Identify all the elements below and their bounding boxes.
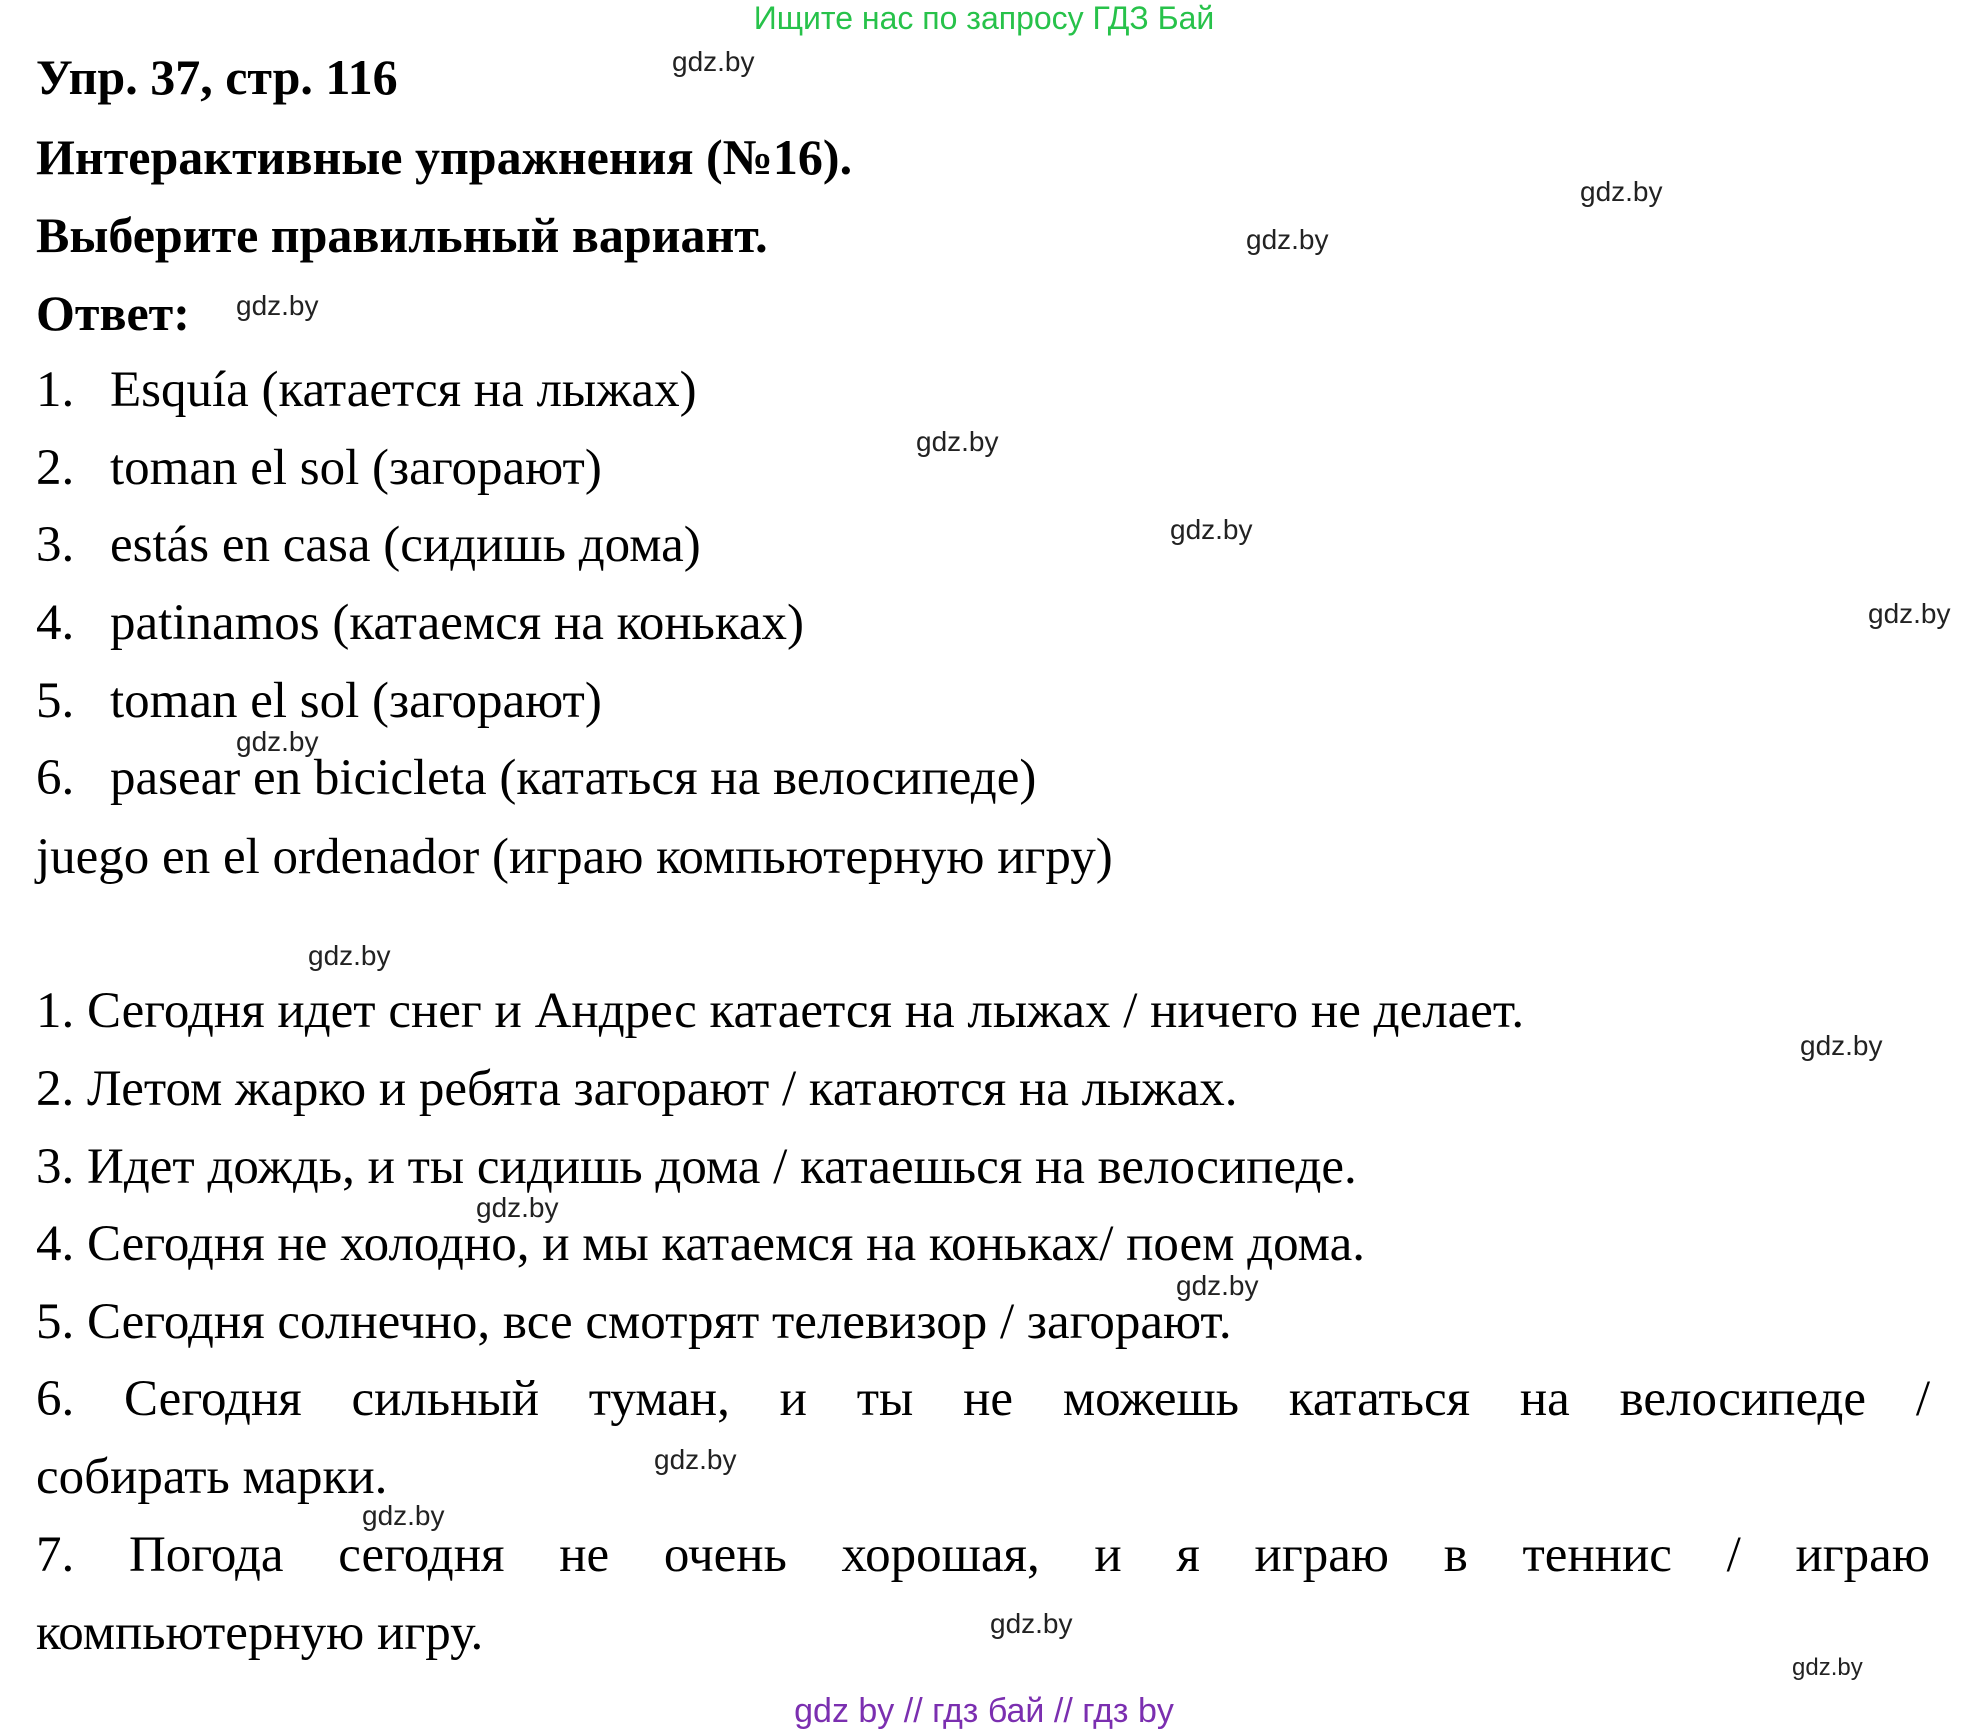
word: в <box>1443 1527 1468 1583</box>
answer-number: 6. <box>36 750 75 806</box>
word: и <box>1094 1527 1122 1583</box>
exercise-subtitle: Интерактивные упражнения (№16). <box>36 129 853 185</box>
extra-answer: juego en el ordenador (играю компьютерную игру) <box>36 829 1113 885</box>
word: / <box>1915 1371 1930 1427</box>
word: на <box>1519 1371 1570 1427</box>
footer-watermark: gdz by // гдз бай // гдз by <box>794 1692 1174 1730</box>
answer-number: 4. <box>36 595 75 651</box>
answer-text: toman el sol (загорают) <box>110 440 602 496</box>
word: не <box>559 1527 610 1583</box>
watermark: gdz.by <box>1800 1030 1883 1061</box>
word: сегодня <box>338 1527 505 1583</box>
watermark: gdz.by <box>1792 1654 1863 1681</box>
watermark: gdz.by <box>1176 1270 1259 1301</box>
word: ты <box>856 1371 914 1427</box>
word: сильный <box>351 1371 539 1427</box>
task-instruction: Выберите правильный вариант. <box>36 207 768 263</box>
exercise-title: Упр. 37, стр. 116 <box>36 49 398 105</box>
sentence-3: 3. Идет дождь, и ты сидишь дома / катаешься на велосипеде. <box>36 1139 1357 1195</box>
sentence-7 <box>36 1527 1930 1661</box>
sentence-4: 4. Сегодня не холодно, и мы катаемся на коньках/ поем дома. <box>36 1216 1365 1272</box>
word: играю <box>1795 1527 1930 1583</box>
word: теннис <box>1522 1527 1672 1583</box>
answer-number: 5. <box>36 673 75 729</box>
word: Сегодня <box>124 1371 302 1427</box>
answer-number: 1. <box>36 362 75 418</box>
watermark: gdz.by <box>990 1608 1073 1639</box>
word: очень <box>663 1527 787 1583</box>
word: велосипеде <box>1619 1371 1867 1427</box>
sentence-7-line-1 <box>36 1527 1930 1583</box>
answer-item <box>36 595 805 651</box>
word: / <box>1726 1527 1741 1583</box>
search-banner: Ищите нас по запросу ГДЗ Бай <box>753 0 1215 36</box>
watermark: gdz.by <box>672 46 755 77</box>
word: и <box>779 1371 807 1427</box>
answer-item <box>36 440 602 496</box>
watermark: gdz.by <box>236 726 319 757</box>
word: кататься <box>1288 1371 1471 1427</box>
sentence-7-line-2: компьютерную игру. <box>36 1605 484 1661</box>
answer-item <box>36 517 701 573</box>
answer-item <box>36 362 697 418</box>
word: хорошая, <box>841 1527 1040 1583</box>
watermark: gdz.by <box>654 1444 737 1475</box>
watermark: gdz.by <box>362 1500 445 1531</box>
sentence-1: 1. Сегодня идет снег и Андрес катается на лыжах / ничего не делает. <box>36 983 1525 1039</box>
watermark: gdz.by <box>1170 514 1253 545</box>
sentence-6-line-1 <box>36 1371 1930 1427</box>
word: 7. <box>36 1527 75 1583</box>
answer-label: Ответ: <box>36 285 190 341</box>
answer-text: Esquía (катается на лыжах) <box>110 362 697 418</box>
answer-item <box>36 673 602 729</box>
answer-item <box>36 750 1037 806</box>
sentence-2: 2. Летом жарко и ребята загорают / катаются на лыжах. <box>36 1061 1238 1117</box>
sentence-5: 5. Сегодня солнечно, все смотрят телевизор / загорают. <box>36 1294 1232 1350</box>
watermark: gdz.by <box>308 940 391 971</box>
word: 6. <box>36 1371 75 1427</box>
watermark: gdz.by <box>1580 176 1663 207</box>
answer-number: 2. <box>36 440 75 496</box>
watermark: gdz.by <box>236 290 319 321</box>
answer-text: toman el sol (загорают) <box>110 673 602 729</box>
answer-text: estás en casa (сидишь дома) <box>110 517 701 573</box>
word: туман, <box>588 1371 730 1427</box>
word: я <box>1176 1527 1200 1583</box>
watermark: gdz.by <box>1868 598 1951 629</box>
sentence-6 <box>36 1371 1930 1505</box>
answer-text: pasear en bicicleta (кататься на велосипеде) <box>110 750 1037 806</box>
watermark: gdz.by <box>916 426 999 457</box>
word: Погода <box>128 1527 284 1583</box>
word: играю <box>1254 1527 1389 1583</box>
word: не <box>963 1371 1014 1427</box>
watermark: gdz.by <box>476 1192 559 1223</box>
word: можешь <box>1062 1371 1240 1427</box>
sentence-6-line-2: собирать марки. <box>36 1449 388 1505</box>
answer-text: patinamos (катаемся на коньках) <box>110 595 805 651</box>
watermark: gdz.by <box>1246 224 1329 255</box>
answer-number: 3. <box>36 517 75 573</box>
